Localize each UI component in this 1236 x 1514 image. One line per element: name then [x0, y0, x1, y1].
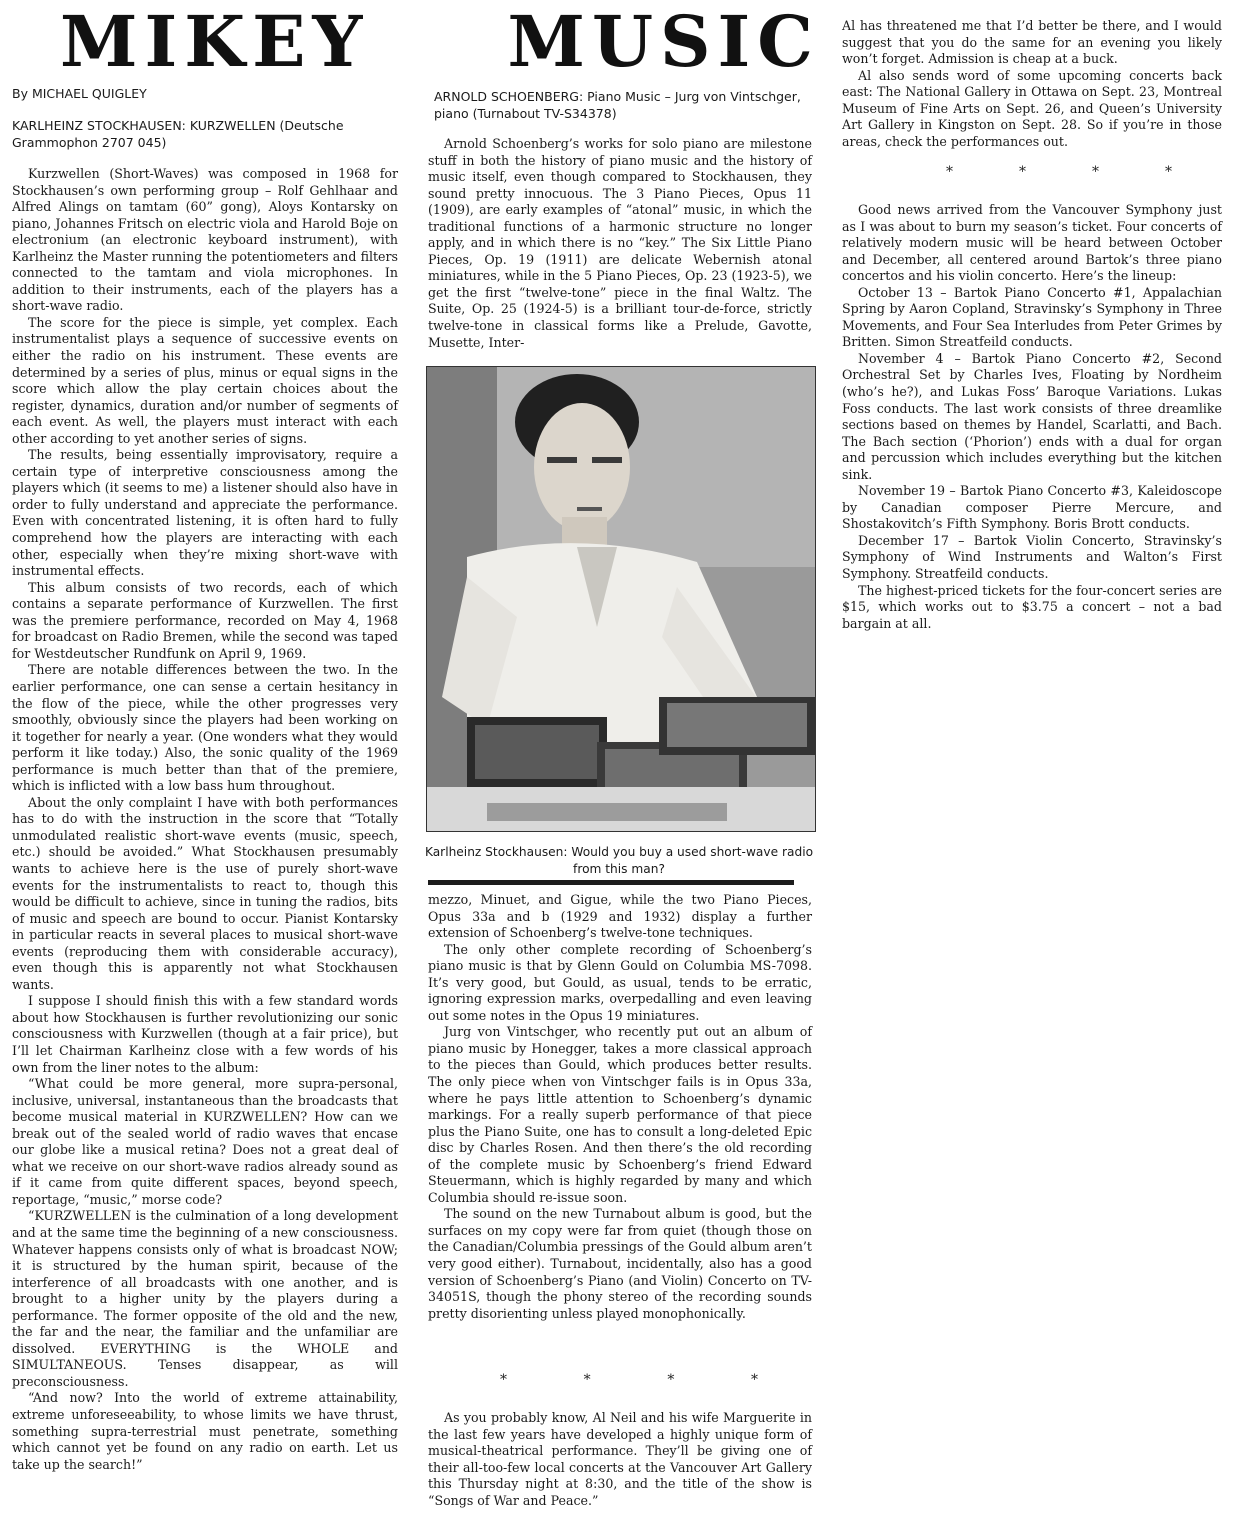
- review1-paragraph: There are notable differences between the two. In the earlier performance, one can sense a certain hesitancy in the flow of the piece, while the other progresses very smoothly, obviously since the players had been working on it together for nearly a year. (One wonders what they would perform it like today.) Also, the sonic quality of the 1969 performance is much better than that of the premiere, which is inflicted with a low bass hum throughout.: [12, 662, 398, 794]
- separator-star: *: [583, 1372, 591, 1388]
- review1-quote: “And now? Into the world of extreme attainability, extreme unforeseeability, to whose limits we have thrust, something supra-terrestrial must penetrate, something which cannot yet be found on any radio on earth. Let us take up the search!”: [12, 1390, 398, 1472]
- separator-star: *: [500, 1372, 507, 1388]
- section-separator: [500, 1372, 758, 1388]
- neil-continued-paragraph: Al also sends word of some upcoming concerts back east: The National Gallery in Ottawa on Sept. 23, Montreal Museum of Fine Arts on Sept. 26, and Queen’s University Art Gallery in Kingston on Sept. 28. So if you’re in those areas, check the performances out.: [842, 67, 1222, 149]
- section-separator: [946, 164, 1172, 180]
- review1-heading: KARLHEINZ STOCKHAUSEN: KURZWELLEN (Deutsche Grammophon 2707 045): [12, 118, 344, 150]
- vso-concert-listing: November 4 – Bartok Piano Concerto #2, Second Orchestral Set by Charles Ives, Floating by Nordheim (who’s he?), and Lukas Foss’ Baroque Variations. Lukas Foss conducts. The last work consists of three dreamlike sections based on themes by Handel, Scarlatti, and Bach. The Bach section (‘Phorion’) ends with a dual for organ and percussion which includes everything but the kitchen sink.: [842, 350, 1222, 482]
- blank-area: [820, 650, 1236, 1514]
- stockhausen-photo: [426, 366, 816, 832]
- review2-paragraph: The sound on the new Turnabout album is good, but the surfaces on my copy were far from quiet (though those on the Canadian/Columbia pressings of the Gould album aren’t very good either). Turnabout, incidentally, also has a good version of Schoenberg’s Piano (and Violin) Concerto on TV-34051S, though the phony stereo of the recording sounds pretty disorienting unless played monophonically.: [428, 1206, 812, 1321]
- byline: By MICHAEL QUIGLEY: [12, 86, 147, 101]
- review1-paragraph: The score for the piece is simple, yet complex. Each instrumentalist plays a sequence of successive events on either the radio on his instrument. These events are determined by a series of plus, minus or equal signs in the score which allow the play certain choices about the register, dynamics, duration and/or number of segments of each event. As well, the players must interact with each other according to yet another series of signs.: [12, 314, 398, 446]
- photo-caption: Karlheinz Stockhausen: Would you buy a used short-wave radio from this man?: [424, 845, 814, 876]
- headline-word-2: MUSIC: [507, 0, 820, 83]
- review2-paragraph: mezzo, Minuet, and Gigue, while the two Piano Pieces, Opus 33a and b (1929 and 1932) display a further extension of Schoenberg’s twelve-tone techniques.: [428, 892, 812, 941]
- caption-rule: [428, 880, 794, 885]
- neil-paragraph: As you probably know, Al Neil and his wife Marguerite in the last few years have developed a highly unique form of musical-theatrical performance. They’ll be giving one of their all-too-few local concerts at the Vancouver Art Gallery this Thursday night at 8:30, and the title of the show is “Songs of War and Peace.”: [428, 1410, 812, 1508]
- review1-paragraph: The results, being essentially improvisatory, require a certain type of interpretive consciousness among the players which (it seems to me) a listener should also have in order to fully understand and appreciate the performance. Even with concentrated listening, it is often hard to fully comprehend how the players are interacting with each other, especially when they’re mixing short-wave with instrumental effects.: [12, 447, 398, 579]
- vso-concert-listing: October 13 – Bartok Piano Concerto #1, Appalachian Spring by Aaron Copland, Stravinsky’s Symphony in Three Movements, and Four Sea Interludes from Peter Grimes by Britten. Simon Streatfeild conducts.: [842, 284, 1222, 350]
- neil-continued-paragraph: Al has threatened me that I’d better be there, and I would suggest that you do the same for an evening you likely won’t forget. Admission is cheap at a buck.: [842, 18, 1222, 67]
- review1-quote: “KURZWELLEN is the culmination of a long development and at the same time the beginning of a new consciousness. Whatever happens consists only of what is broadcast NOW; it is structured by the human spirit, because of the interference of all broadcasts with one another, and is brought to a higher unity by the players during a performance. The former opposite of the old and the new, the far and the near, the familiar and the unfamiliar are dissolved. EVERYTHING is the WHOLE and SIMULTANEOUS. Tenses disappear, as will preconsciousness.: [12, 1208, 398, 1389]
- stockhausen-portrait-image: [427, 367, 815, 831]
- column-3-vso: [842, 202, 1222, 632]
- separator-star: *: [946, 164, 953, 180]
- column-2-bottom: [428, 892, 812, 1322]
- separator-star: *: [1019, 164, 1026, 180]
- review2-heading: ARNOLD SCHOENBERG: Piano Music – Jurg von Vintschger, piano (Turnabout TV-S34378): [434, 89, 801, 121]
- column-1: [12, 166, 398, 1473]
- review2-paragraph: Arnold Schoenberg’s works for solo piano are milestone stuff in both the history of piano music and the history of music itself, even though compared to Stockhausen, they sound pretty innocuous. The 3 Piano Pieces, Opus 11 (1909), are early examples of “atonal” music, in which the traditional functions of a harmonic structure no longer apply, and in which there is no “key.” The Six Little Piano Pieces, Op. 19 (1911) are delicate Webernish atonal miniatures, while in the 5 Piano Pieces, Op. 23 (1923-5), we get the first “twelve-tone” piece in the final Waltz. The Suite, Op. 25 (1924-5) is a brilliant tour-de-force, strictly twelve-tone in classical forms like a Prelude, Gavotte, Musette, Inter-: [428, 136, 812, 350]
- review2-paragraph: The only other complete recording of Schoenberg’s piano music is that by Glenn Gould on Columbia MS-7098. It’s very good, but Gould, as usual, tends to be erratic, ignoring expression marks, overpedalling and even leaving out some notes in the Opus 19 miniatures.: [428, 941, 812, 1023]
- vso-concert-listing: December 17 – Bartok Violin Concerto, Stravinsky’s Symphony of Wind Instruments and Walton’s First Symphony. Streatfeild conducts.: [842, 532, 1222, 582]
- separator-star: *: [750, 1372, 758, 1388]
- separator-star: *: [1165, 164, 1172, 180]
- review1-paragraph: This album consists of two records, each of which contains a separate performance of Kurzwellen. The first was the premiere performance, recorded on May 4, 1968 for broadcast on Radio Bremen, while the second was taped for Westdeutscher Rundfunk on April 9, 1969.: [12, 579, 398, 661]
- review1-paragraph: I suppose I should finish this with a few standard words about how Stockhausen is further revolutionizing our sonic consciousness with Kurzwellen (though at a fair price), but I’ll let Chairman Karlheinz close with a few words of his own from the liner notes to the album:: [12, 993, 398, 1075]
- headline-word-1: MIKEY: [60, 0, 370, 83]
- column-2-top: [428, 136, 812, 351]
- vso-paragraph: Good news arrived from the Vancouver Symphony just as I was about to burn my season’s ticket. Four concerts of relatively modern music will be heard between October and December, all centered around Bartok’s three piano concertos and his violin concerto. Here’s the lineup:: [842, 202, 1222, 284]
- review1-paragraph: Kurzwellen (Short-Waves) was composed in 1968 for Stockhausen’s own performing group – Rolf Gehlhaar and Alfred Alings on tamtam (60” gong), Aloys Kontarsky on piano, Johannes Fritsch on electric viola and Harold Boje on electronium (an electronic keyboard instrument), with Karlheinz the Master running the potentiometers and filters connected to the tamtam and viola microphones. In addition to their instruments, each of the players has a short-wave radio.: [12, 166, 398, 314]
- vso-paragraph: The highest-priced tickets for the four-concert series are $15, which works out to $3.75 a concert – not a bad bargain at all.: [842, 582, 1222, 631]
- vso-concert-listing: November 19 – Bartok Piano Concerto #3, Kaleidoscope by Canadian composer Pierre Mercure, and Shostakovitch’s Fifth Symphony. Boris Brott conducts.: [842, 483, 1222, 532]
- separator-star: *: [667, 1372, 675, 1388]
- review1-paragraph: About the only complaint I have with both performances has to do with the instruction in the score that “Totally unmodulated realistic short-wave events (music, speech, etc.) should be avoided.” What Stockhausen presumably wants to achieve here is the use of purely short-wave events for the instrumentalists to react to, though this would be difficult to achieve, since in tuning the radios, bits of music and speech are bound to occur. Pianist Kontarsky in particular reacts in several places to musical short-wave events (reproducing them with considerable accuracy), even though this is apparently not what Stockhausen wants.: [12, 794, 398, 992]
- review1-quote: “What could be more general, more supra-personal, inclusive, universal, instantaneous than the broadcasts that become musical material in KURZWELLEN? How can we break out of the sealed world of radio waves that encase our globe like a musical retina? Does not a great deal of what we receive on our short-wave radios already sound as if it came from quite different spaces, beyond speech, reportage, “music,” morse code?: [12, 1076, 398, 1207]
- review2-paragraph: Jurg von Vintschger, who recently put out an album of piano music by Honegger, takes a more classical approach to the pieces than Gould, which produces better results. The only piece when von Vintschger fails is in Opus 33a, where he pays little attention to Schoenberg’s dynamic markings. For a really superb performance of that piece plus the Piano Suite, one has to consult a long-deleted Epic disc by Charles Rosen. And then there’s the old recording of the complete music by Schoenberg’s friend Edward Steuermann, which is highly regarded by many and which Columbia should re-issue soon.: [428, 1024, 812, 1205]
- separator-star: *: [1092, 164, 1099, 180]
- column-2-neil: [428, 1410, 812, 1509]
- column-3-top: [842, 18, 1222, 150]
- headline: [60, 2, 820, 82]
